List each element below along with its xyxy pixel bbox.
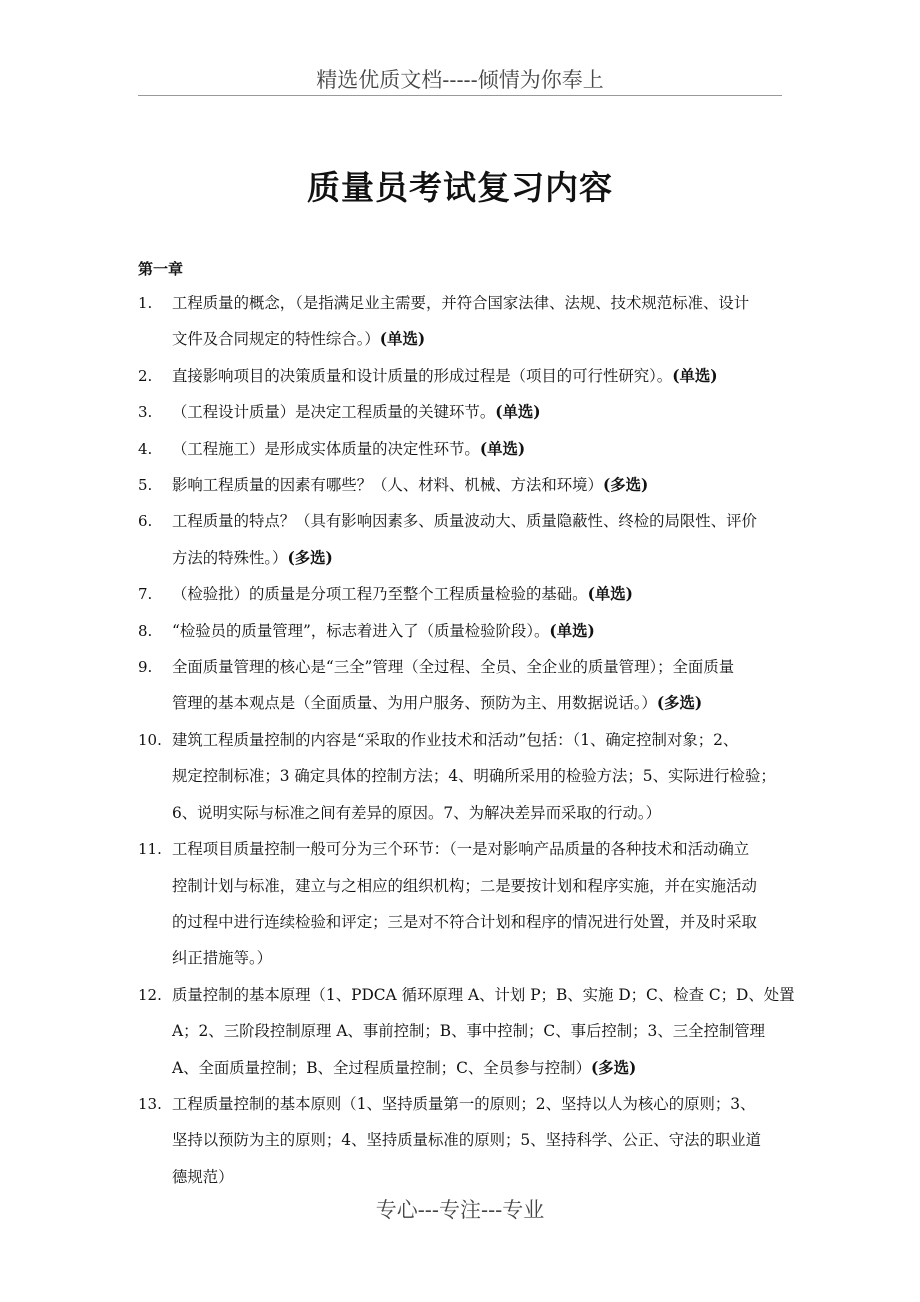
question-type-tag: (单选) <box>587 585 633 604</box>
item-text-line <box>172 868 788 904</box>
list-item <box>138 649 788 722</box>
chapter-heading: 第一章 <box>138 260 184 278</box>
item-text-line <box>172 394 788 430</box>
item-text: 文件及合同规定的特性综合。） <box>172 330 380 349</box>
item-text: 坚持以预防为主的原则；4、坚持质量标准的原则；5、坚持科学、公正、守法的职业道 <box>172 1131 762 1150</box>
list-item <box>138 394 788 430</box>
item-text: 建筑工程质量控制的内容是“采取的作业技术和活动”包括：（1、确定控制对象；2、 <box>172 730 739 749</box>
item-text-line <box>172 613 788 649</box>
item-text: 的过程中进行连续检验和评定；三是对不符合计划和程序的情况进行处置，并及时采取 <box>172 912 757 931</box>
item-number: 1. <box>138 294 153 312</box>
item-number: 5. <box>138 476 153 495</box>
list-item <box>138 722 788 831</box>
list-item <box>138 1086 788 1195</box>
item-text-line <box>172 758 788 794</box>
item-text-line <box>172 431 788 467</box>
item-text-line <box>172 722 788 758</box>
item-text-line <box>172 467 788 503</box>
item-text: “检验员的质量管理”，标志着进入了（质量检验阶段）。 <box>172 621 550 640</box>
item-text: 工程项目质量控制一般可分为三个环节：（一是对影响产品质量的各种技术和活动确立 <box>172 840 750 859</box>
document-title: 质量员考试复习内容 <box>307 168 613 207</box>
list-item <box>138 285 788 358</box>
item-text: 工程质量的概念，（是指满足业主需要，并符合国家法律、法规、技术规范标准、设计 <box>172 294 750 312</box>
list-item <box>138 977 795 1086</box>
item-number: 13. <box>138 1094 162 1113</box>
item-text: 管理的基本观点是（全面质量、为用户服务、预防为主、用数据说话。） <box>172 694 657 713</box>
item-text-line <box>172 685 788 721</box>
item-text: （工程施工）是形成实体质量的决定性环节。 <box>172 439 480 458</box>
list-item <box>138 576 788 612</box>
item-text: A；2、三阶段控制原理 A、事前控制；B、事中控制；C、事后控制；3、三全控制管理 <box>172 1022 766 1041</box>
list-item <box>138 613 788 649</box>
item-text-line <box>172 358 788 394</box>
item-text-line <box>172 904 788 940</box>
item-text: 规定控制标准；3 确定具体的控制方法；4、明确所采用的检验方法；5、实际进行检验； <box>172 767 776 786</box>
list-item <box>138 503 788 576</box>
question-type-tag: (多选) <box>590 1058 637 1077</box>
item-text: 全面质量管理的核心是“三全”管理（全过程、全员、全企业的质量管理）；全面质量 <box>172 658 735 677</box>
item-number: 8. <box>138 621 153 640</box>
item-text-line <box>172 977 795 1013</box>
item-text-line <box>172 321 788 357</box>
item-text: 纠正措施等。） <box>172 949 273 968</box>
item-text-line <box>172 1013 788 1049</box>
header-rule <box>138 95 782 96</box>
item-text: 直接影响项目的决策质量和设计质量的形成过程是（项目的可行性研究）。 <box>172 366 673 385</box>
item-number: 10. <box>138 730 162 749</box>
item-text: 工程质量控制的基本原则（1、坚持质量第一的原则；2、坚持以人为核心的原则；3、 <box>172 1094 756 1113</box>
list-item <box>138 831 788 977</box>
question-type-tag: (多选) <box>287 548 333 567</box>
item-text-line <box>172 940 788 976</box>
question-type-tag: (单选) <box>549 621 595 640</box>
item-text: 影响工程质量的因素有哪些？（人、材料、机械、方法和环境） <box>172 476 603 495</box>
question-type-tag: (单选) <box>379 330 426 349</box>
item-number: 4. <box>138 439 153 458</box>
item-text: 6、说明实际与标准之间有差异的原因。7、为解决差异而采取的行动。） <box>172 803 661 822</box>
item-number: 9. <box>138 658 153 677</box>
question-type-tag: (单选) <box>495 403 541 422</box>
question-type-tag: (单选) <box>479 439 526 458</box>
question-type-tag: (单选) <box>672 366 718 385</box>
list-item <box>138 358 788 394</box>
question-type-tag: (多选) <box>602 476 649 495</box>
item-number: 6. <box>138 512 153 531</box>
item-text-line <box>172 1159 788 1195</box>
item-text-line <box>172 1086 788 1122</box>
page-footer: 专心---专注---专业 <box>375 1198 545 1222</box>
item-text-line <box>172 649 788 685</box>
item-number: 7. <box>138 585 153 604</box>
item-text-line <box>172 1050 788 1086</box>
item-text-line <box>172 795 788 831</box>
item-number: 2. <box>138 366 153 385</box>
item-text-line <box>172 576 788 612</box>
item-text: 工程质量的特点？（具有影响因素多、质量波动大、质量隐蔽性、终检的局限性、评价 <box>172 512 757 531</box>
page-header: 精选优质文档-----倾情为你奉上 <box>316 68 604 92</box>
item-text-line <box>172 1122 788 1158</box>
item-text: 质量控制的基本原理（1、PDCA 循环原理 A、计划 P；B、实施 D；C、检查 C；D、处置 <box>172 985 795 1004</box>
item-text: 德规范） <box>172 1167 234 1186</box>
item-number: 11. <box>138 840 162 859</box>
item-text: 控制计划与标准，建立与之相应的组织机构；二是要按计划和程序实施，并在实施活动 <box>172 876 757 895</box>
list-item <box>138 431 788 467</box>
item-text-line <box>172 831 788 867</box>
item-text: （工程设计质量）是决定工程质量的关键环节。 <box>172 403 496 422</box>
item-text-line <box>172 503 788 539</box>
question-list <box>138 285 795 1195</box>
item-text: 方法的特殊性。） <box>172 548 288 567</box>
item-number: 3. <box>138 403 153 422</box>
item-text-line <box>172 285 788 321</box>
item-text: A、全面质量控制；B、全过程质量控制；C、全员参与控制） <box>172 1058 591 1077</box>
item-number: 12. <box>138 985 162 1004</box>
list-item <box>138 467 788 503</box>
item-text-line <box>172 540 788 576</box>
item-text: （检验批）的质量是分项工程乃至整个工程质量检验的基础。 <box>172 585 588 604</box>
question-type-tag: (多选) <box>656 694 703 713</box>
